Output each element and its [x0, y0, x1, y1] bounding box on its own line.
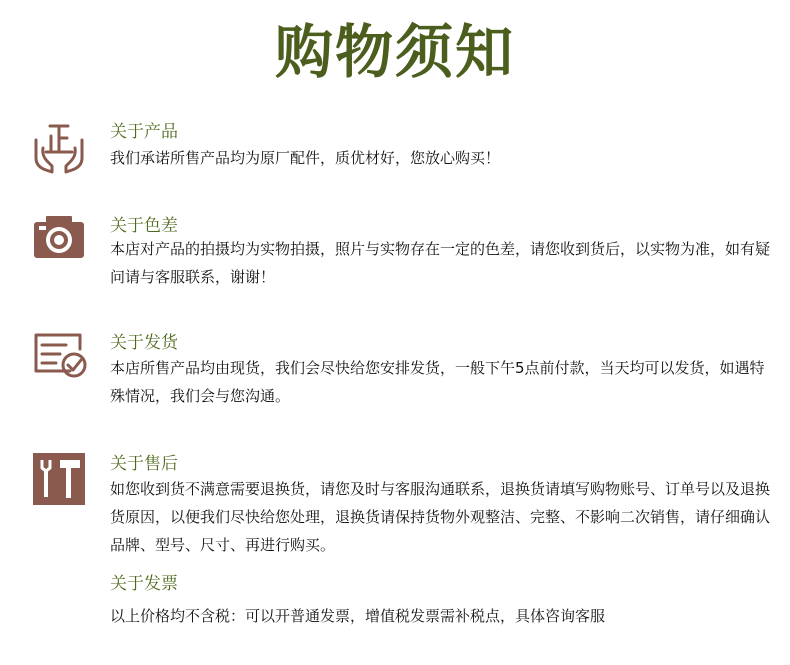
section-body: 本店对产品的拍摄均为实物拍摄，照片与实物存在一定的色差，请您收到货后，以实物为准，如有疑问请与客服联系，谢谢！	[110, 240, 771, 286]
section-body: 如您收到货不满意需要退换货，请您及时与客服沟通联系，退换货请填写购物账号、订单号以及退换货原因，以便我们尽快给您处理，退换货请保持货物外观整洁、完整、不影响二次销售，请仔细确认品牌、型号、尺寸、再进行购买。	[110, 480, 771, 554]
hands-zheng-icon	[30, 118, 88, 176]
section-heading: 关于售后	[110, 454, 178, 474]
tools-icon	[30, 450, 88, 508]
camera-icon	[30, 208, 88, 266]
page-title: 购物须知	[274, 18, 515, 86]
section-heading: 关于发货	[110, 333, 178, 353]
section-body: 我们承诺所售产品均为原厂配件，质优材好，您放心购买！	[110, 149, 501, 167]
section-body: 以上价格均不含税：可以开普通发票，增值税发票需补税点，具体咨询客服	[110, 607, 606, 625]
section-heading: 关于产品	[110, 122, 178, 142]
form-check-icon	[30, 325, 88, 383]
section-heading: 关于色差	[110, 216, 178, 236]
section-heading: 关于发票	[110, 574, 178, 594]
section-body: 本店所售产品均由现货，我们会尽快给您安排发货，一般下午5点前付款，当天均可以发货，如遇特殊情况，我们会与您沟通。	[110, 359, 765, 405]
